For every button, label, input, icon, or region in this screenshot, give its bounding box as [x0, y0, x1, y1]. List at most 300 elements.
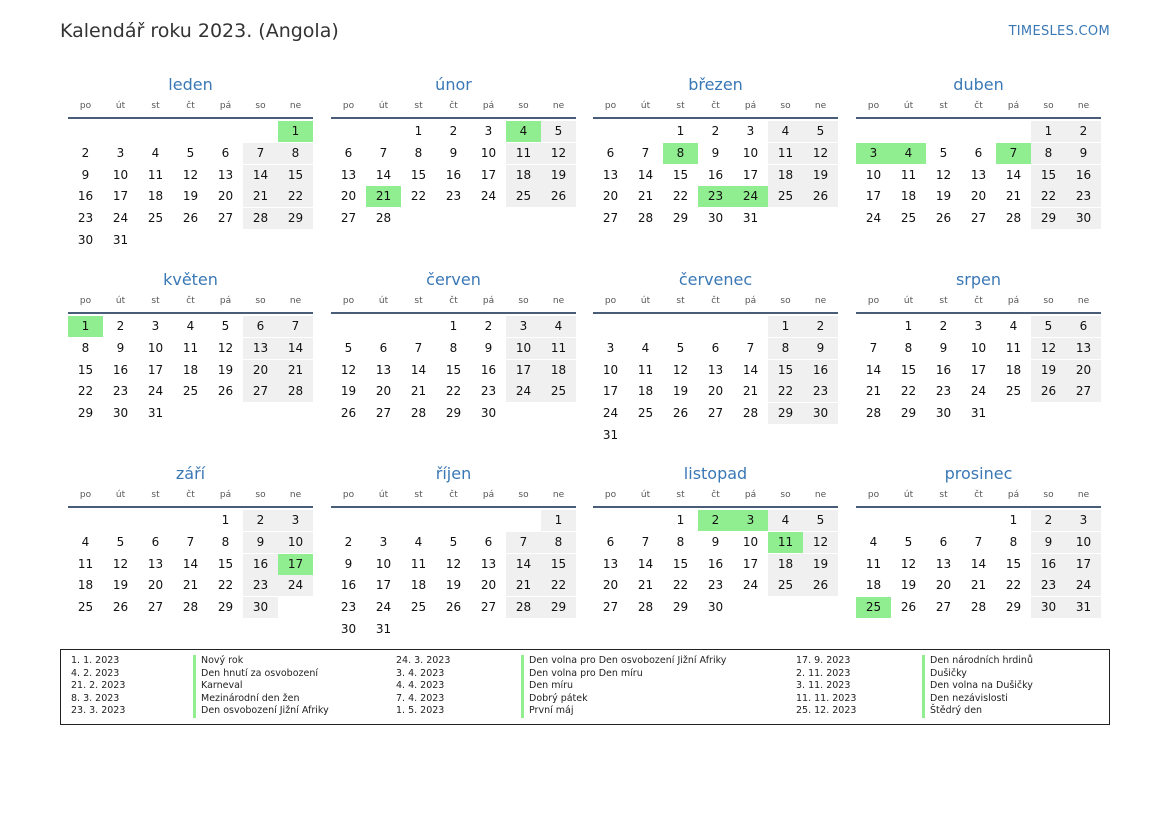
legend-date: 1. 5. 2023	[396, 705, 445, 717]
day-cell: 17	[112, 189, 129, 204]
day-cell: 29	[278, 208, 313, 229]
day-cell: 31	[375, 622, 392, 636]
holiday-day-cell: 1	[68, 316, 103, 337]
day-cell: 16	[480, 362, 497, 377]
day-cell: 2	[939, 319, 948, 333]
day-cell: 9	[116, 340, 125, 355]
day-cell: 24	[506, 381, 541, 402]
day-cell: 23	[112, 384, 129, 399]
day-cell: 24	[112, 211, 129, 226]
day-cell: 9	[243, 532, 278, 553]
day-cell: 29	[445, 406, 462, 421]
day-cell: 17	[147, 362, 164, 377]
day-cell: 16	[707, 556, 724, 571]
brand-link[interactable]: TIMESLES.COM	[1008, 24, 1110, 39]
day-cell: 28	[970, 600, 987, 615]
day-cell: 26	[900, 600, 917, 615]
day-cell: 10	[375, 556, 392, 571]
holiday-day-cell: 24	[733, 186, 768, 207]
day-cell: 31	[112, 233, 129, 247]
weekday-label: so	[255, 490, 266, 500]
day-cell: 6	[606, 145, 615, 160]
day-cell: 25	[1005, 384, 1022, 399]
day-cell: 11	[637, 362, 654, 377]
day-cell: 9	[81, 167, 90, 182]
day-cell: 25	[637, 406, 654, 421]
day-cell: 5	[344, 340, 353, 355]
day-cell: 8	[221, 534, 230, 549]
weekday-label: út	[640, 296, 651, 306]
day-cell: 15	[410, 167, 427, 182]
month-name: únor	[435, 75, 472, 94]
day-cell: 1	[768, 316, 803, 337]
day-cell: 1	[1031, 121, 1066, 142]
legend-date: 3. 11. 2023	[796, 680, 851, 692]
legend-date: 23. 3. 2023	[71, 705, 126, 717]
day-cell: 15	[1005, 556, 1022, 571]
day-cell: 7	[869, 340, 878, 355]
day-cell: 7	[379, 145, 388, 160]
day-cell: 16	[1066, 165, 1101, 186]
weekday-label: st	[676, 101, 685, 111]
weekday-label: út	[903, 490, 914, 500]
day-cell: 21	[1005, 189, 1022, 204]
day-cell: 10	[480, 145, 497, 160]
weekday-label: ne	[1077, 296, 1090, 306]
day-cell: 1	[541, 510, 576, 531]
day-cell: 21	[506, 575, 541, 596]
weekday-label: st	[414, 101, 423, 111]
day-cell: 20	[602, 189, 619, 204]
day-cell: 26	[672, 406, 689, 421]
day-cell: 11	[541, 338, 576, 359]
day-cell: 12	[803, 532, 838, 553]
day-cell: 1	[904, 319, 913, 333]
day-cell: 16	[445, 167, 462, 182]
day-cell: 10	[602, 362, 619, 377]
day-cell: 21	[637, 189, 654, 204]
day-cell: 19	[445, 578, 462, 593]
day-cell: 13	[480, 556, 497, 571]
weekday-label: so	[518, 490, 529, 500]
day-cell: 3	[278, 510, 313, 531]
day-cell: 3	[746, 124, 755, 138]
day-cell: 27	[935, 600, 952, 615]
day-cell: 8	[414, 145, 423, 160]
month-name: březen	[688, 75, 743, 94]
weekday-label: st	[676, 296, 685, 306]
day-cell: 8	[1031, 143, 1066, 164]
day-cell: 3	[116, 145, 125, 160]
weekday-label: st	[151, 296, 160, 306]
day-cell: 25	[900, 211, 917, 226]
day-cell: 10	[147, 340, 164, 355]
day-cell: 18	[768, 165, 803, 186]
weekday-label: út	[378, 490, 389, 500]
holiday-day-cell: 23	[698, 186, 733, 207]
month-name: prosinec	[944, 464, 1013, 483]
day-cell: 18	[541, 360, 576, 381]
weekday-label: čt	[449, 101, 458, 111]
weekday-label: po	[79, 296, 92, 306]
day-cell: 1	[221, 513, 230, 527]
legend-date: 21. 2. 2023	[71, 680, 126, 692]
day-cell: 13	[602, 556, 619, 571]
day-cell: 5	[803, 510, 838, 531]
weekday-label: pá	[1007, 490, 1020, 500]
day-cell: 8	[449, 340, 458, 355]
day-cell: 14	[410, 362, 427, 377]
day-cell: 6	[1066, 316, 1101, 337]
weekday-label: čt	[711, 296, 720, 306]
day-cell: 16	[243, 554, 278, 575]
day-cell: 12	[112, 556, 129, 571]
weekday-label: ne	[1077, 490, 1090, 500]
day-cell: 7	[974, 534, 983, 549]
month-divider	[68, 312, 313, 314]
day-cell: 20	[602, 578, 619, 593]
legend-holiday-name: Dobrý pátek	[521, 693, 588, 706]
day-cell: 21	[865, 384, 882, 399]
day-cell: 22	[900, 384, 917, 399]
day-cell: 30	[803, 403, 838, 424]
holiday-day-cell: 4	[506, 121, 541, 142]
legend-holiday-name: Den osvobození Jižní Afriky	[193, 705, 329, 718]
legend-date: 24. 3. 2023	[396, 655, 451, 666]
weekday-label: út	[640, 101, 651, 111]
weekday-label: so	[255, 101, 266, 111]
day-cell: 10	[112, 167, 129, 182]
legend-holiday-name: Nový rok	[193, 655, 243, 668]
day-cell: 25	[77, 600, 94, 615]
day-cell: 7	[746, 340, 755, 355]
weekday-label: ne	[1077, 101, 1090, 111]
day-cell: 28	[410, 406, 427, 421]
month-name: srpen	[955, 270, 1002, 289]
day-cell: 4	[414, 534, 423, 549]
day-cell: 29	[768, 403, 803, 424]
day-cell: 7	[186, 534, 195, 549]
legend-date: 1. 1. 2023	[71, 655, 120, 666]
day-cell: 31	[742, 211, 759, 226]
day-cell: 20	[340, 189, 357, 204]
day-cell: 3	[974, 319, 983, 333]
day-cell: 21	[243, 186, 278, 207]
day-cell: 12	[541, 143, 576, 164]
day-cell: 16	[340, 578, 357, 593]
day-cell: 4	[768, 121, 803, 142]
day-cell: 11	[77, 556, 94, 571]
day-cell: 13	[1066, 338, 1101, 359]
day-cell: 28	[865, 406, 882, 421]
month-divider	[856, 312, 1101, 314]
day-cell: 2	[484, 319, 493, 333]
day-cell: 12	[340, 362, 357, 377]
day-cell: 4	[186, 319, 195, 333]
day-cell: 12	[1031, 338, 1066, 359]
weekday-label: po	[867, 101, 880, 111]
legend-holiday-name: Den hnutí za osvobození	[193, 668, 318, 681]
day-cell: 8	[1009, 534, 1018, 549]
day-cell: 15	[445, 362, 462, 377]
month-divider	[331, 506, 576, 508]
month-divider	[593, 312, 838, 314]
legend-holiday-name: Karneval	[193, 680, 243, 693]
day-cell: 9	[1066, 143, 1101, 164]
day-cell: 10	[506, 338, 541, 359]
day-cell: 19	[803, 554, 838, 575]
day-cell: 25	[506, 186, 541, 207]
weekday-label: út	[378, 296, 389, 306]
weekday-label: út	[903, 296, 914, 306]
day-cell: 20	[480, 578, 497, 593]
day-cell: 5	[541, 121, 576, 142]
day-cell: 14	[182, 556, 199, 571]
day-cell: 23	[340, 600, 357, 615]
day-cell: 29	[900, 406, 917, 421]
holiday-day-cell: 3	[733, 510, 768, 531]
day-cell: 28	[637, 211, 654, 226]
day-cell: 1	[676, 124, 685, 138]
day-cell: 27	[375, 406, 392, 421]
weekday-label: po	[604, 490, 617, 500]
day-cell: 17	[506, 360, 541, 381]
day-cell: 24	[742, 578, 759, 593]
day-cell: 18	[506, 165, 541, 186]
day-cell: 12	[803, 143, 838, 164]
legend-date: 4. 2. 2023	[71, 667, 120, 679]
month-name: říjen	[435, 464, 472, 483]
day-cell: 16	[935, 362, 952, 377]
day-cell: 3	[606, 340, 615, 355]
month-name: květen	[163, 270, 218, 289]
day-cell: 6	[221, 145, 230, 160]
day-cell: 17	[602, 384, 619, 399]
day-cell: 4	[81, 534, 90, 549]
day-cell: 15	[768, 360, 803, 381]
day-cell: 6	[939, 534, 948, 549]
day-cell: 26	[541, 186, 576, 207]
day-cell: 4	[151, 145, 160, 160]
weekday-label: po	[867, 490, 880, 500]
day-cell: 28	[243, 208, 278, 229]
month-name: září	[175, 464, 206, 483]
legend-holiday-name: Mezinárodní den žen	[193, 693, 300, 706]
day-cell: 2	[116, 319, 125, 333]
day-cell: 22	[217, 578, 234, 593]
weekday-label: so	[518, 296, 529, 306]
month-name: leden	[168, 75, 213, 94]
day-cell: 29	[217, 600, 234, 615]
day-cell: 18	[182, 362, 199, 377]
weekday-label: čt	[449, 296, 458, 306]
day-cell: 23	[1066, 186, 1101, 207]
day-cell: 6	[379, 340, 388, 355]
day-cell: 12	[900, 556, 917, 571]
day-cell: 19	[182, 189, 199, 204]
day-cell: 17	[742, 167, 759, 182]
day-cell: 12	[217, 340, 234, 355]
day-cell: 7	[506, 532, 541, 553]
weekday-label: čt	[711, 101, 720, 111]
day-cell: 14	[506, 554, 541, 575]
weekday-label: čt	[974, 101, 983, 111]
day-cell: 20	[707, 384, 724, 399]
day-cell: 24	[970, 384, 987, 399]
day-cell: 15	[217, 556, 234, 571]
weekday-label: ne	[289, 101, 302, 111]
month-divider	[331, 117, 576, 119]
day-cell: 16	[1031, 554, 1066, 575]
day-cell: 11	[865, 556, 882, 571]
day-cell: 21	[182, 578, 199, 593]
day-cell: 20	[935, 578, 952, 593]
day-cell: 18	[77, 578, 94, 593]
weekday-label: pá	[744, 101, 757, 111]
day-cell: 2	[344, 534, 353, 549]
day-cell: 27	[340, 211, 357, 226]
weekday-label: pá	[482, 101, 495, 111]
day-cell: 3	[379, 534, 388, 549]
weekday-label: po	[342, 490, 355, 500]
day-cell: 26	[340, 406, 357, 421]
day-cell: 22	[410, 189, 427, 204]
day-cell: 20	[1066, 360, 1101, 381]
holiday-day-cell: 25	[856, 597, 891, 618]
day-cell: 15	[1031, 165, 1066, 186]
legend-date: 8. 3. 2023	[71, 692, 120, 704]
day-cell: 7	[243, 143, 278, 164]
day-cell: 16	[112, 362, 129, 377]
day-cell: 9	[344, 556, 353, 571]
day-cell: 7	[414, 340, 423, 355]
day-cell: 24	[480, 189, 497, 204]
day-cell: 19	[1031, 360, 1066, 381]
day-cell: 28	[278, 381, 313, 402]
weekday-label: ne	[552, 296, 565, 306]
day-cell: 19	[217, 362, 234, 377]
day-cell: 16	[707, 167, 724, 182]
day-cell: 6	[151, 534, 160, 549]
day-cell: 25	[768, 186, 803, 207]
holiday-day-cell: 17	[278, 554, 313, 575]
weekday-label: pá	[744, 490, 757, 500]
month-divider	[856, 506, 1101, 508]
day-cell: 29	[541, 597, 576, 618]
weekday-label: so	[1043, 490, 1054, 500]
day-cell: 8	[676, 534, 685, 549]
day-cell: 22	[278, 186, 313, 207]
legend-holiday-name: Den volna pro Den osvobození Jižní Afriky	[521, 655, 726, 668]
day-cell: 17	[1066, 554, 1101, 575]
day-cell: 5	[116, 534, 125, 549]
month-name: červenec	[678, 270, 753, 289]
weekday-label: st	[939, 101, 948, 111]
day-cell: 1	[1009, 513, 1018, 527]
day-cell: 3	[506, 316, 541, 337]
day-cell: 11	[182, 340, 199, 355]
day-cell: 19	[803, 165, 838, 186]
day-cell: 23	[935, 384, 952, 399]
day-cell: 22	[1031, 186, 1066, 207]
day-cell: 23	[445, 189, 462, 204]
day-cell: 21	[637, 578, 654, 593]
day-cell: 30	[707, 211, 724, 226]
day-cell: 24	[375, 600, 392, 615]
weekday-label: st	[414, 296, 423, 306]
legend-holiday-name: První máj	[521, 705, 574, 718]
weekday-label: st	[414, 490, 423, 500]
day-cell: 4	[541, 316, 576, 337]
day-cell: 2	[803, 316, 838, 337]
weekday-label: čt	[186, 490, 195, 500]
day-cell: 9	[1031, 532, 1066, 553]
day-cell: 21	[742, 384, 759, 399]
month-divider	[331, 312, 576, 314]
day-cell: 10	[278, 532, 313, 553]
weekday-label: ne	[552, 101, 565, 111]
day-cell: 22	[1005, 578, 1022, 593]
day-cell: 14	[243, 165, 278, 186]
day-cell: 19	[340, 384, 357, 399]
day-cell: 22	[77, 384, 94, 399]
weekday-label: po	[342, 296, 355, 306]
weekday-label: út	[903, 101, 914, 111]
day-cell: 6	[344, 145, 353, 160]
day-cell: 17	[375, 578, 392, 593]
day-cell: 13	[602, 167, 619, 182]
weekday-label: po	[867, 296, 880, 306]
day-cell: 21	[970, 578, 987, 593]
day-cell: 19	[935, 189, 952, 204]
day-cell: 15	[77, 362, 94, 377]
weekday-label: ne	[289, 296, 302, 306]
weekday-label: čt	[974, 296, 983, 306]
day-cell: 22	[672, 189, 689, 204]
day-cell: 3	[484, 124, 493, 138]
day-cell: 11	[1005, 340, 1022, 355]
holiday-day-cell: 1	[278, 121, 313, 142]
weekday-label: út	[115, 490, 126, 500]
weekday-label: so	[780, 296, 791, 306]
legend-date: 7. 4. 2023	[396, 692, 445, 704]
day-cell: 27	[147, 600, 164, 615]
legend-date: 4. 4. 2023	[396, 680, 445, 692]
day-cell: 30	[1031, 597, 1066, 618]
weekday-label: pá	[219, 490, 232, 500]
legend-date: 3. 4. 2023	[396, 667, 445, 679]
day-cell: 23	[1031, 575, 1066, 596]
day-cell: 5	[186, 145, 195, 160]
day-cell: 4	[869, 534, 878, 549]
weekday-label: pá	[1007, 296, 1020, 306]
day-cell: 30	[1066, 208, 1101, 229]
day-cell: 26	[1031, 381, 1066, 402]
weekday-label: út	[378, 101, 389, 111]
day-cell: 14	[970, 556, 987, 571]
weekday-label: so	[1043, 296, 1054, 306]
holiday-day-cell: 4	[891, 143, 926, 164]
day-cell: 10	[742, 145, 759, 160]
day-cell: 14	[742, 362, 759, 377]
day-cell: 29	[672, 211, 689, 226]
weekday-label: st	[676, 490, 685, 500]
day-cell: 17	[480, 167, 497, 182]
holiday-legend	[60, 649, 1110, 725]
day-cell: 22	[445, 384, 462, 399]
day-cell: 9	[939, 340, 948, 355]
day-cell: 20	[970, 189, 987, 204]
